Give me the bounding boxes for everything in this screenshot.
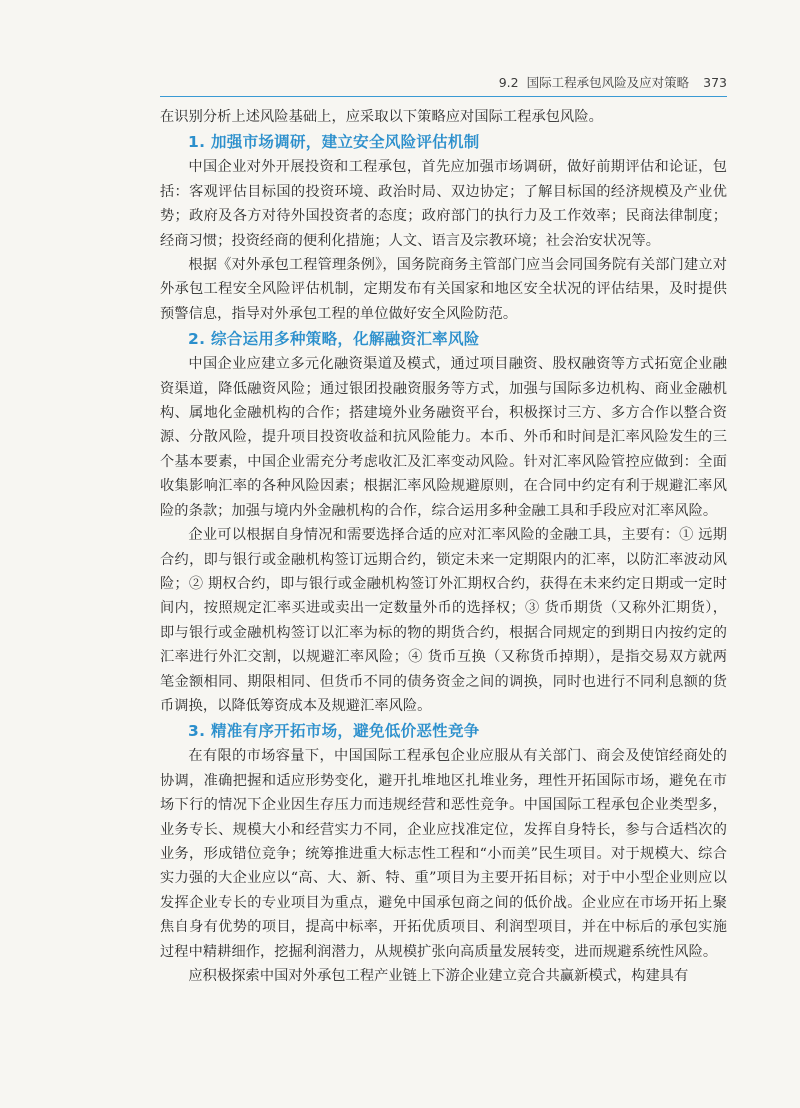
- paragraph-5: 在有限的市场容量下，中国国际工程承包企业应服从有关部门、商会及使馆经商处的协调，准确把握和适应形势变化，避开扎堆地区扎堆业务，理性开拓国际市场，避免在市场下行的情况下企业因生存压力而违规经营和恶性竞争。中国国际工程承包企业类型多，业务专长、规模大小和经营实力不同，企业应找准定位，发挥自身特长，参与合适档次的业务，形成错位竞争；统筹推进重大标志性工程和“小而美”民生项目。对于规模大、综合实力强的大企业应以“高、大、新、特、重”项目为主要开拓目标；对于中小型企业则应以发挥企业专长的专业项目为重点，避免中国承包商之间的低价战。企业应在市场开拓上聚焦自身有优势的项目，提高中标率，开拓优质项目、利润型项目，并在中标后的承包实施过程中精耕细作，挖掘利润潜力，从规模扩张向高质量发展转变，进而规避系统性风险。: [160, 748, 727, 960]
- heading-3: 3. 精准有序开拓市场，避免低价恶性竞争: [188, 722, 480, 741]
- paragraph-2: 根据《对外承包工程管理条例》，国务院商务主管部门应当会同国务院有关部门建立对外承包工程安全风险评估机制，定期发布有关国家和地区安全状况的评估结果，及时提供预警信息，指导对外承包工程的单位做好安全风险防范。: [160, 257, 727, 322]
- heading-2: 2. 综合运用多种策略，化解融资汇率风险: [188, 330, 480, 349]
- section-title: 国际工程承包风险及应对策略: [526, 75, 690, 90]
- paragraph-1: 中国企业对外开展投资和工程承包，首先应加强市场调研，做好前期评估和论证，包括：客观评估目标国的投资环境、政治时局、双边协定；了解目标国的经济规模及产业优势；政府及各方对待外国投资者的态度；政府部门的执行力及工作效率；民商法律制度；经商习惯；投资经商的便利化措施；人文、语言及宗教环境；社会治安状况等。: [160, 159, 727, 249]
- section-number: 9.2: [498, 75, 519, 90]
- intro-paragraph: 在识别分析上述风险基础上，应采取以下策略应对国际工程承包风险。: [160, 109, 603, 125]
- running-header: [160, 72, 727, 94]
- paragraph-6: 应积极探索中国对外承包工程产业链上下游企业建立竞合共赢新模式，构建具有: [188, 968, 689, 984]
- heading-1: 1. 加强市场调研，建立安全风险评估机制: [188, 133, 480, 152]
- paragraph-3: 中国企业应建立多元化融资渠道及模式，通过项目融资、股权融资等方式拓宽企业融资渠道，降低融资风险；通过银团投融资服务等方式，加强与国际多边机构、商业金融机构、属地化金融机构的合作；搭建境外业务融资平台，积极探讨三方、多方合作以整合资源、分散风险，提升项目投资收益和抗风险能力。本币、外币和时间是汇率风险发生的三个基本要素，中国企业需充分考虑收汇及汇率变动风险。针对汇率风险管控应做到：全面收集影响汇率的各种风险因素；根据汇率风险规避原则，在合同中约定有利于规避汇率风险的条款；加强与境内外金融机构的合作，综合运用多种金融工具和手段应对汇率风险。: [160, 356, 727, 519]
- page-number: 373: [703, 75, 727, 90]
- header-rule: [160, 96, 727, 97]
- paragraph-4: 企业可以根据自身情况和需要选择合适的应对汇率风险的金融工具，主要有：① 远期合约，即与银行或金融机构签订远期合约，锁定未来一定期限内的汇率，以防汇率波动风险；② 期权合约，即与银行或金融机构签订外汇期权合约，获得在未来约定日期或一定时间内，按照规定汇率买进或卖出一定数量外币的选择权；③ 货币期货（又称外汇期货），即与银行或金融机构签订以汇率为标的物的期货合约，根据合同规定的到期日内按约定的汇率进行外汇交割，以规避汇率风险；④ 货币互换（又称货币掉期），是指交易双方就两笔金额相同、期限相同、但货币不同的债务资金之间的调换，同时也进行不同利息额的货币调换，以降低筹资成本及规避汇率风险。: [160, 527, 727, 714]
- page-body: [160, 105, 727, 988]
